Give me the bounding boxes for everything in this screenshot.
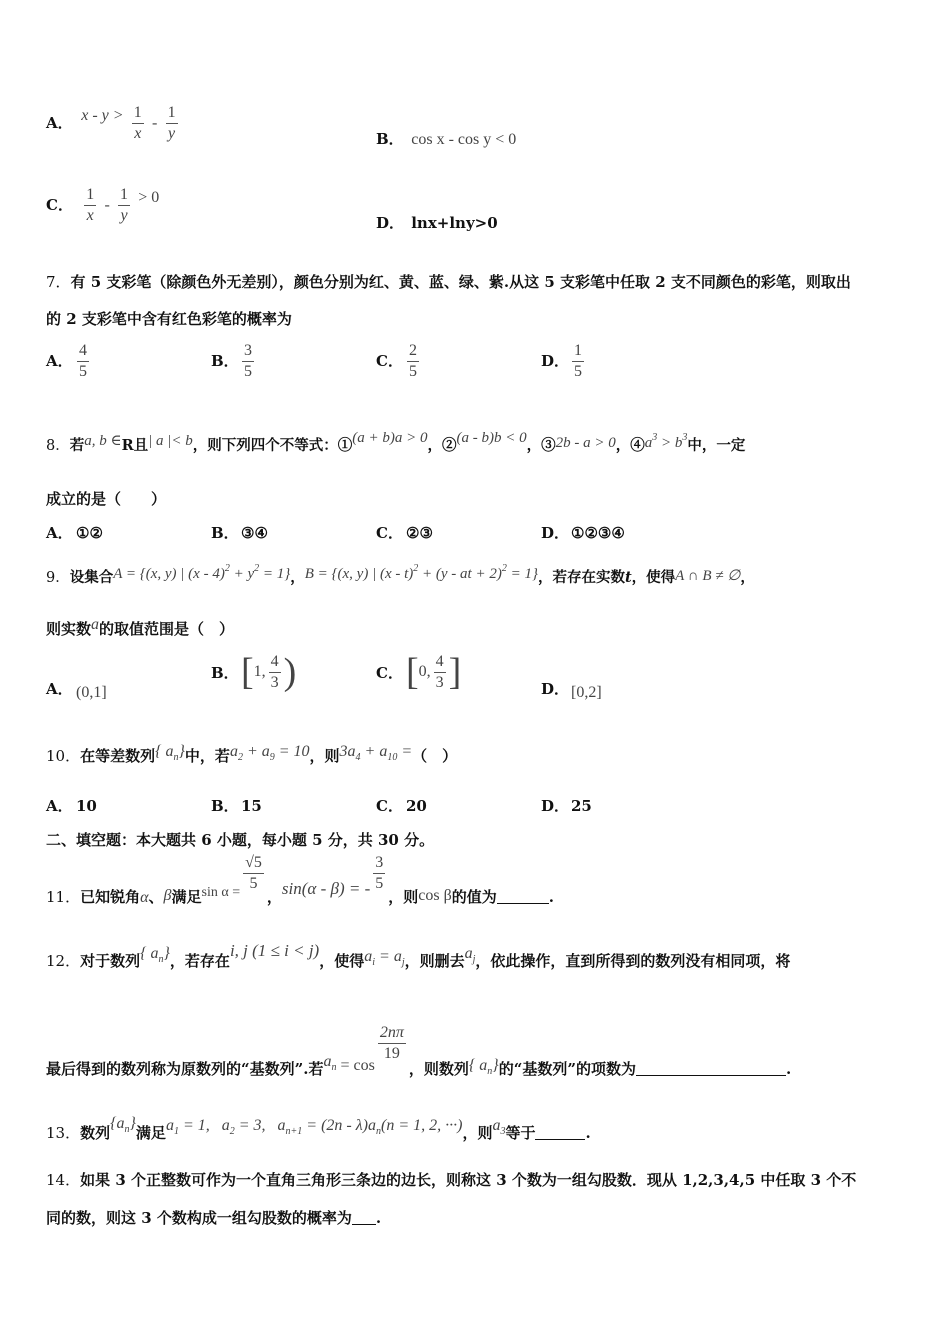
q9-option-a: A． (0,1] [46, 680, 107, 701]
option-label: C． [46, 195, 73, 214]
q10-line: 10．在等差数列{ $a_n$}中，若$a_2 + a_9 = 10$，则$3a_4 + a_{10}$ =（ ） [46, 743, 458, 765]
q7-line1 [46, 271, 950, 292]
q8-option-a: A． ①② [46, 524, 103, 542]
math-expr: > 0 [138, 188, 160, 206]
q7-option-d: D． $\frac{1}{5}$ [541, 342, 582, 380]
q9-option-c: C．[0, $\frac{4}{3}$ ] [376, 651, 462, 693]
q7-line2 [46, 308, 950, 329]
q10-option-c: C． 20 [376, 797, 427, 815]
fraction: $\frac{1}{x}$ [86, 186, 95, 224]
answer-blank[interactable] [636, 1061, 786, 1076]
q6-option-a [46, 104, 181, 143]
q9-line2: 则实数a的取值范围是（ ） [46, 616, 235, 638]
q8-line2: 成立的是（ ） [46, 490, 167, 508]
q8-option-c: C． ②③ [376, 524, 433, 542]
fraction: $\frac{1}{y}$ [120, 186, 129, 224]
q8-option-d: D． ①②③④ [541, 524, 625, 542]
answer-blank[interactable] [535, 1125, 585, 1140]
q8-line1: 8．若a, b ∈R且| a |< b，则下列四个不等式：①(a + b)a > 0，②(a - b)b < 0，③2b - a > 0，$④a^3 > b^3$中，一定 [46, 430, 746, 454]
math-op: - [104, 196, 110, 214]
q11-line: 11．已知锐角α、β满足sin α = $\frac{√5}{5}$ ，sin(α - β) = - $\frac{3}{5}$ ，则cos β的值为 . [46, 854, 554, 906]
q7-option-a: A． $\frac{4}{5}$ [46, 342, 87, 380]
question-text: 有 5 支彩笔（除颜色外无差别），颜色分别为红、黄、蓝、绿、紫.从这 5 支彩笔中任取 2 支不同颜色的彩笔，则取出 [70, 273, 851, 291]
q12-line1: 12．对于数列{ $a_n$}，若存在i, j (1 ≤ i < j)，使得$a_i = a_j$，则删去$a_j$，依此操作，直到所得到的数列没有相同项，将 [46, 941, 791, 970]
option-label: B． [376, 130, 404, 148]
q6-option-d [376, 212, 498, 233]
q10-option-a: A． 10 [46, 797, 97, 815]
fraction: $\frac{1}{x}$ [133, 104, 142, 142]
q6-option-c [46, 186, 159, 225]
q13-line: 13．数列$\{a_n\}$满足$a_1 = 1$, $a_2 = 3$, $a_{n+1} = (2n - \lambda)a_n(n = 1$, 2, ···)，则$a_3$等于 . [46, 1115, 591, 1142]
q9-option-d: D． [0,2] [541, 680, 602, 701]
fraction: $\frac{1}{y}$ [167, 104, 176, 142]
section-heading: 二、填空题：本大题共 6 小题，每小题 5 分，共 30 分。 [46, 831, 435, 849]
math-expr: cos x - cos y < 0 [411, 131, 517, 148]
q8-option-b: B． ③④ [211, 524, 268, 542]
q7-option-b: B． $\frac{3}{5}$ [211, 342, 252, 380]
q12-line2: 最后得到的数列称为原数列的“基数列”.若$a_n = \cos$ $\frac{2n\pi}{19}$ ，则数列{ $a_n$}的“基数列”的项数为 . [46, 1024, 792, 1078]
math-expr: x - y > [81, 106, 124, 124]
question-number: 7． [46, 273, 71, 291]
q14-line1: 14．如果 3 个正整数可作为一个直角三角形三条边的边长，则称这 3 个数为一组勾股数．现从 1,2,3,4,5 中任取 3 个不 [46, 1171, 857, 1189]
answer-blank[interactable] [497, 889, 549, 904]
math-op: - [152, 114, 158, 132]
q9-option-b: B．[1, $\frac{4}{3}$ ) [211, 651, 297, 693]
answer-blank[interactable] [352, 1210, 376, 1225]
math-expr: lnx+lny>0 [411, 214, 498, 232]
option-label: A． [46, 113, 73, 132]
q7-option-c: C． $\frac{2}{5}$ [376, 342, 417, 380]
q6-option-b [376, 128, 516, 149]
q14-line2: 同的数，则这 3 个数构成一组勾股数的概率为 . [46, 1209, 382, 1227]
q9-line1: 9．设集合A = {(x, y) | $(x - 4)^2 + y^2 = 1$}，B = {(x, y) | (x - t)$^2$ + (y - at + 2)$^2$ = 1}，若存在实数t，使得A ∩ B ≠ ∅， [46, 563, 755, 586]
question-text: 的 2 支彩笔中含有红色彩笔的概率为 [46, 310, 292, 328]
q10-option-d: D． 25 [541, 797, 592, 815]
option-label: D． [376, 214, 405, 232]
q10-option-b: B． 15 [211, 797, 262, 815]
